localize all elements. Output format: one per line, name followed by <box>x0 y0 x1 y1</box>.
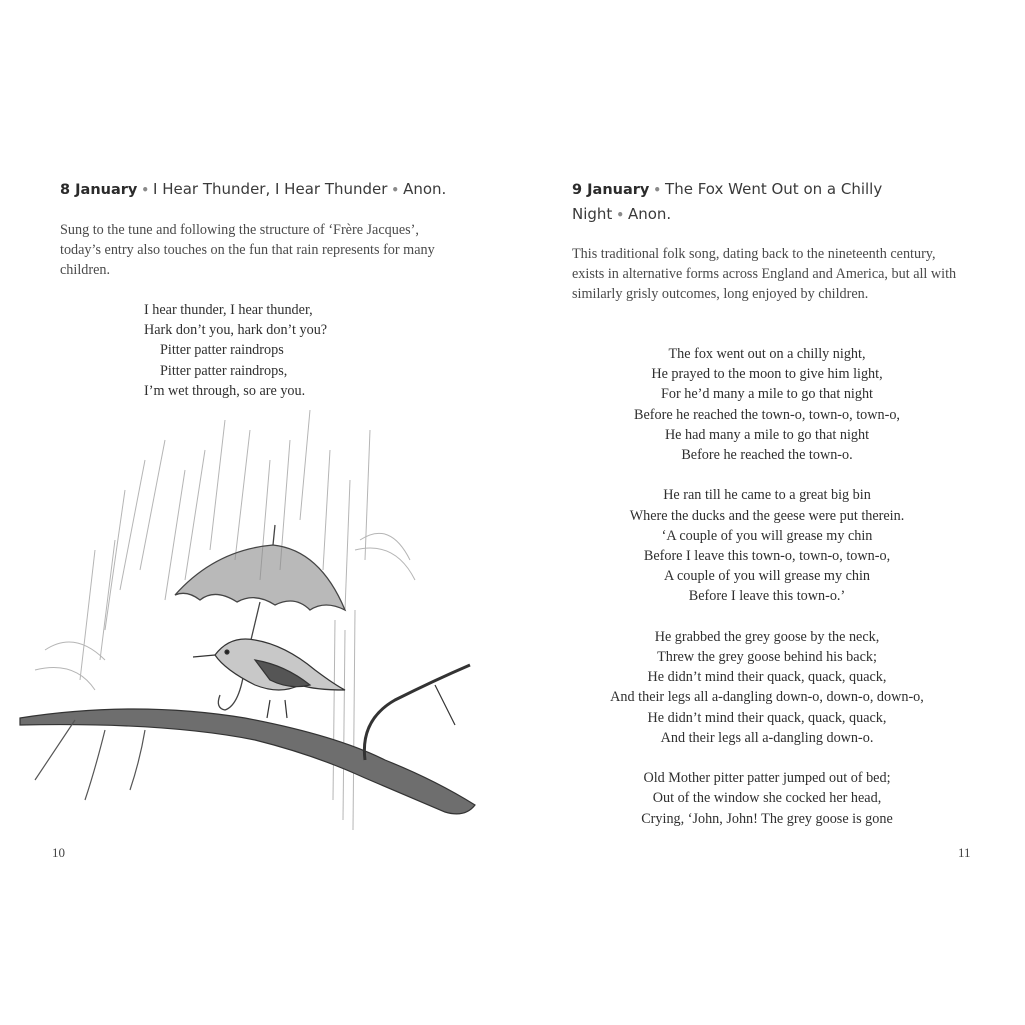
poem-line: I’m wet through, so are you. <box>144 382 306 399</box>
entry-intro: Sung to the tune and following the structure of ‘Frère Jacques’, today’s entry also touches on the fun that rain represents for many children. <box>60 222 435 279</box>
poem-line: The fox went out on a chilly night, <box>668 346 866 362</box>
poem-line: Where the ducks and the geese were put therein. <box>629 507 905 524</box>
poem-line: He had many a mile to go that night <box>664 426 870 443</box>
poem-line: A couple of you will grease my chin <box>663 568 871 585</box>
poem-line: Old Mother pitter patter jumped out of bed; <box>643 770 891 787</box>
poem-line: He didn’t mind their quack, quack, quack, <box>647 669 887 686</box>
entry-date: 8 January <box>60 182 138 198</box>
bird <box>193 639 345 718</box>
poem-line: Threw the grey goose behind his back; <box>657 649 877 666</box>
entry-intro: This traditional folk song, dating back to the nineteenth century, exists in alternative forms across England and America, but all with similarly grisly outcomes, long enjoyed by children. <box>572 246 957 303</box>
entry-heading-8-january <box>60 177 446 202</box>
poem-line: He prayed to the moon to give him light, <box>651 366 883 383</box>
left-page <box>0 0 512 1025</box>
entry-title: The Fox Went Out on a Chilly Night <box>572 180 883 223</box>
poem <box>552 344 982 829</box>
stanza <box>552 344 982 465</box>
poem-line: He ran till he came to a great big bin <box>663 487 871 504</box>
entry-heading-9-january <box>572 177 962 227</box>
poem-line: Pitter patter raindrops, <box>160 362 288 379</box>
poem-line: ‘A couple of you will grease my chin <box>661 527 873 544</box>
bullet-separator: • <box>653 183 662 197</box>
right-page <box>512 0 1025 1025</box>
branch <box>20 665 475 814</box>
bullet-separator: • <box>616 208 624 222</box>
poem-line: Before he reached the town-o. <box>681 447 853 464</box>
poem-line: He didn’t mind their quack, quack, quack, <box>647 709 887 726</box>
bullet-separator: • <box>141 183 150 197</box>
stanza <box>552 627 982 748</box>
page-number: 10 <box>52 845 65 860</box>
poem-line: Before I leave this town-o, town-o, town-o, <box>643 548 891 565</box>
stanza <box>552 485 982 606</box>
poem-line: And their legs all a-dangling down-o. <box>660 729 874 746</box>
poem-line: I hear thunder, I hear thunder, <box>144 302 313 318</box>
poem-line: Hark don’t you, hark don’t you? <box>144 322 328 339</box>
bird-with-umbrella-illustration <box>15 400 490 840</box>
page-number: 11 <box>958 845 971 860</box>
poem-line: Pitter patter raindrops <box>160 342 284 359</box>
poem-line: Out of the window she cocked her head, <box>652 790 882 807</box>
poem-line: Crying, ‘John, John! The grey goose is gone <box>641 810 893 827</box>
stanza <box>552 768 982 829</box>
poem-line: And their legs all a-dangling down-o, down-o, down-o, <box>610 689 924 706</box>
entry-title: I Hear Thunder, I Hear Thunder <box>153 180 388 198</box>
entry-author: Anon. <box>627 205 672 223</box>
entry-author: Anon. <box>403 180 447 198</box>
bullet-separator: • <box>391 183 400 197</box>
poem-line: Before I leave this town-o.’ <box>688 588 846 605</box>
poem <box>144 300 327 401</box>
entry-date: 9 January <box>572 182 650 198</box>
poem-line: For he’d many a mile to go that night <box>661 386 873 403</box>
poem-line: He grabbed the grey goose by the neck, <box>654 628 880 645</box>
poem-line: Before he reached the town-o, town-o, town-o, <box>634 406 900 423</box>
